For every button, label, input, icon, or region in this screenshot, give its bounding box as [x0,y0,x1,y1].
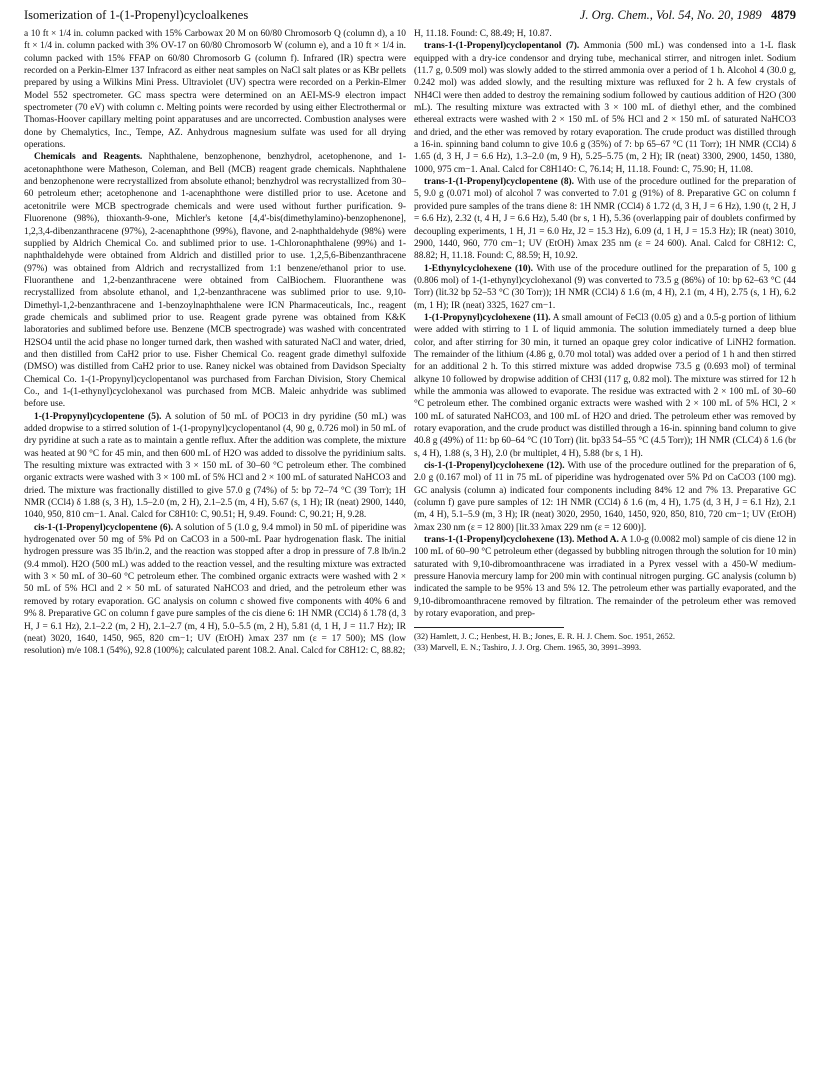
paragraph-text: With use of the procedure outlined for the preparation of 5, 100 g (0.806 mol) of 1-(1-ethynyl)cyclohexanol (9) was converted to 73.5 g (86%) of 10: bp 62–63 °C (44 Torr) (lit.32 bp 52–53 °C (30 Torr)); 1H NMR (CCl4) δ 1.6 (m, 4 H), 2.1 (m, 4 H), 2.75 (s, 1 H), 6.2 (m, 1 H); IR (neat) 3325, 1627 cm−1. [414,263,796,311]
paragraph [414,534,796,620]
paragraph [414,28,796,40]
paragraph [24,522,406,658]
page-number: 4879 [771,8,796,22]
paragraph-text: A small amount of FeCl3 (0.05 g) and a 0.5-g portion of lithium were added with stirring to 1 L of liquid ammonia. The solution immediately turned a deep blue color, and after stirring for 30 min, it turned an opaque grey color indicative of LiNH2 formation. The remainder of the lithium (4.86 g, 0.70 mol total) was added over a period of 1 h and then stirred for an additional 2 h. To this stirred mixture was added dropwise 73.5 g (0.693 mol) of terminal alkyne 10 followed by dropwise addition of CH3I (117 g, 0.82 mol). The mixture was stirred for 12 h while the ammonia was allowed to evaporate. The residue was extracted with 2 × 100 mL of 30–60 °C petroleum ether. The combined organic extracts were washed with 2 × 100 mL of 5% HCl, 2 × 100 mL of saturated NaHCO3, and 100 mL of H2O and dried. The petroleum ether was removed by rotary evaporation, and the crude product was distilled through a 16-in. spinning band column to give 40.8 g (49%) of 11: bp 60–64 °C (10 Torr) (lit. bp33 54–55 °C (4.5 Torr)); 1H NMR (CLC4) δ 1.6 (br s, 4 H), 1.88 (s, 3 H), 2.0 (br multiplet, 4 H), 5.88 (br s, 1 H). [414,312,796,459]
paragraph-heading: trans-1-(1-Propenyl)cyclopentene (8). [424,177,575,188]
paragraph-text: A solution of 50 mL of POCl3 in dry pyridine (50 mL) was added dropwise to a stirred solution of 1-(1-propynyl)cyclopentanol (4, 90 g, 0.726 mol) in 50 mL of dry pyridine at such a rate as to maintain a gentle reflux. After the addition was complete, the mixture was heated at 90 °C for 45 min, and then 600 mL of H2O was added to dissolve the pyridinium salts. The resulting mixture was extracted with 3 × 150 mL of 30–60 °C petroleum ether. The combined organic extracts were washed with 3 × 100 mL of 5% HCl and 2 × 100 mL of saturated NaHCO3 and dried. The mixture was fractionally distilled to give 57.0 g (74%) of 5: bp 72–74 °C (39 Torr); 1H NMR (CCl4) δ 1.88 (s, 3 H), 1.5–2.0 (m, 2 H), 2.1–2.5 (m, 4 H), 5.67 (s, 1 H); IR (neat) 2900, 1440, 1040, 950, 810 cm−1. Anal. Calcd for C8H10: C, 90.51; H, 9.49. Found: C, 90.21; H, 9.28. [24,411,406,521]
reference-item: (32) Hamlett, J. C.; Henbest, H. B.; Jones, E. R. H. J. Chem. Soc. 1951, 2652. [414,631,676,641]
reference-item: (33) Marvell, E. N.; Tashiro, J. J. Org. Chem. 1965, 30, 3991–3993. [414,642,642,652]
running-title: Isomerization of 1-(1-Propenyl)cycloalkenes [24,8,249,22]
paragraph [414,176,796,262]
references [414,631,796,653]
paragraph-text: With use of the procedure outlined for the preparation of 5, 9.0 g (0.071 mol) of alcohol 7 was converted to 7.01 g (91%) of 8. Preparative GC on column f provided pure samples of the trans diene 8: 1H NMR (CCl4) δ 1.72 (d, 3 H, J = 6 Hz), 1.90 (t, 2 H, J = 6.6 Hz), 2.32 (t, 4 H, J = 6.6 Hz), 5.40 (br s, 1 H), 5.36 (overlapping pair of doublets confirmed by decoupling experiments, 1 H, J1 = 6.0 Hz, J2 = 15.3 Hz), 6.09 (d, 1 H, J = 15.3 Hz); IR (neat) 3010, 2900, 1440, 960, 770 cm−1; UV (EtOH) λmax 235 nm (ε = 24 600). Anal. Calcd for C8H12: C, 88.82; H, 11.18. Found: C, 88.59; H, 10.92. [414,177,796,262]
paragraph-text: H, 11.18. Found: C, 88.49; H, 10.87. [414,29,552,39]
page-header [24,8,796,26]
paragraph-text: With use of the procedure outlined for the preparation of 6, 2.0 g (0.167 mol) of 11 in 75 mL of piperidine was hydrogenated over 5% Pd on CaCO3 (100 mg). GC analysis (column a) indicated four components including 84% 12 and 7% 13. Preparative GC (column f) gave pure samples of 12: 1H NMR (CCl4) δ 1.6 (m, 4 H), 1.75 (d, 3 H, J = 6.1 Hz), 2.1 (m, 4 H), 5.1–5.9 (m, 3 H); IR (neat) 3020, 2950, 1640, 1450, 920, 850, 810, 720 cm−1; UV (EtOH) λmax 230 nm (ε = 12 800) [lit.33 λmax 229 nm (ε = 12 600)]. [414,461,796,533]
paragraph-text: A 1.0-g (0.0082 mol) sample of cis diene 12 in 100 mL of 60–90 °C petroleum ether (degassed by bubbling nitrogen through the solution for 10 min) saturated with 9,10-dibromoanthracene was irradiated in a Pyrex vessel with a 450-W medium-pressure Hanovia mercury lamp for 200 min with continual nitrogen purging. GC analysis (column b) indicated the sample to be 95% 13 and 5% 12. The petroleum ether was partially evaporated, and the 9,10-dibromoanthracene removed by filtration. The remainder of the petroleum ether was removed by rotary evaporation, and prep- [414,535,797,620]
paragraph [24,28,406,151]
paragraph-text: A solution of 5 (1.0 g, 9.4 mmol) in 50 mL of piperidine was hydrogenated over 50 mg of 5% Pd on CaCO3 in a 500-mL Paar hydrogenation flask. The initial hydrogen pressure was 35 lb/in.2, and the reaction was stopped after a drop in pressure of 7.8 lb/in.2 (9.4 mmol). H2O (500 mL) was added to the reaction vessel, and the resulting mixture was extracted with 3 × 50 mL of 30–60 °C petroleum ether. The combined organic extracts were washed with 2 × 50 mL of 5% HCl and 2 × 50 mL of saturated NaHCO3 and dried, and the petroleum ether was removed by rotary evaporation. GC analysis on column c showed five components with 40% 6 and 9% 8. Preparative GC on column f gave pure samples of the cis diene 6: 1H NMR (CCl4) δ 1.78 (d, 3 H, J = 6.1 Hz), 2.1–2.2 (m, 2 H), 2.1–2.7 (m, 4 H), 5.0–5.5 (m, 2 H), 5.81 (d, 1 H, J = 11.7 Hz); IR (neat) 3020, 1640, 1450, 965, 820 cm−1; UV (EtOH) λmax 237 nm (ε = 17 500); MS (low resolution) m/e 108.1 (54%), 92.8 (100%); calculated parent 108.2. Anal. Calcd for C8H12: C, 88.82; [24,522,406,657]
left-column [24,28,406,658]
paragraph-text: Naphthalene, benzophenone, benzhydrol, acetophenone, and 1-acetonaphthone were Matheson, Coleman, and Bell (MCB) reagent grade chemicals. Naphthalene and benzophenone were recrystallized from absolute ethanol; benzhydrol was recrystallized from 30–60 petroleum ether; acetophenone and 1-acenaphthone were distilled prior to use. Acetone and acetonitrile were MCB spectrograde chemicals and were used without further purification. 9-Fluorenone (98%), thioxanth-9-one, Michler's ketone [4,4'-bis(dimethylamino)-benzophenone], 1,2,3,4-dibenzanthracene (97%), 2-acenaphthone (99%), flavone, and 2-naphthaldehyde (98%) were supplied by Aldrich Chemical Co. and sublimed prior to use. 1-Chloronaphthalene (99%) and 1-naphthaldehyde were obtained from Aldrich and distilled prior to use. 1,2,5,6-Bibenzanthracene (97%) was obtained from Aldrich and recrystallized from 1:1 benzene/ethanol prior to use. Fluoranthene and 1,2-benzanthracene were obtained from CalBiochem. Fluoranthene was recrystallized from absolute ethanol, and 1,2-benzanthracene was sublimed prior to use. 9,10-Dimethyl-1,2-benzanthracene and 1-benzoylnaphthalene were ICN Pharmaceuticals, Inc., reagent grade chemicals and sublimed prior to use. Reagent grade pyrene was obtained from K&K laboratories and sublimed before use. Benzene (MCB spectrograde) was washed with concentrated H2SO4 until the acid phase no longer turned dark, then washed with saturated NaCl and water, dried, and then distilled from CaH2 prior to use. Fisher Chemical Co. reagent grade dimethyl sulfoxide (DMSO) was distilled from CaH2 prior to use. Raney nickel was obtained from Davidson Specialty Chemical Co. 1-(1-Propynyl)cyclopentanol was purchased from Farchan Division, Story Chemical Co., and 1-(1-ethynyl)cyclohexanol was purchased from MCB. Maleic anhydride was sublimed before use. [24,152,407,410]
paragraph [414,460,796,534]
paragraph-heading: 1-(1-Propynyl)cyclopentene (5). [34,411,162,422]
paragraph-heading: cis-1-(1-Propenyl)cyclohexene (12). [424,461,565,472]
paragraph-heading: trans-1-(1-Propenyl)cyclopentanol (7). [424,41,580,52]
paragraph [414,312,796,460]
paragraph-text: Ammonia (500 mL) was condensed into a 1-L flask equipped with a dry-ice condensor and drying tube, mechanical stirrer, and nitrogen inlet. Sodium (11.7 g, 0.509 mol) was slowly added to the stirred ammonia over a period of 1 h. Alcohol 4 (30.0 g, 0.242 mol) was added slowly, and the resulting mixture was refluxed for 2 h. A few crystals of NH4Cl were then added to destroy the remaining sodium followed by cautious addition of H2O (300 mL). The resulting mixture was extracted with 3 × 100 mL of diethyl ether, and the combined ethereal extracts were washed with 2 × 150 mL of 5% HCl and 2 × 150 mL of saturated NaHCO3 and dried, and the ether was removed by rotary evaporation. The crude product was distilled through a 16-in. spinning band column to give 10.6 g (35%) of 7: bp 65–67 °C (11 Torr); 1H NMR (CCl4) δ 1.65 (d, 3 H, J = 6.6 Hz), 1.3–2.0 (m, 9 H), 5.25–5.75 (m, 2 H); IR (neat) 3300, 2900, 1450, 1380, 1000, 975 cm−1. Anal. Calcd for C8H14O: C, 76.14; H, 11.18. Found: C, 75.90; H, 11.08. [414,41,796,175]
paragraph-heading: Chemicals and Reagents. [34,152,143,163]
paragraph [414,40,796,176]
paragraph [414,263,796,312]
right-column-body [414,28,796,621]
paragraph [24,151,406,410]
paragraph-heading: trans-1-(1-Propenyl)cyclohexene (13). Method A. [424,535,619,546]
paragraph-text: a 10 ft × 1/4 in. column packed with 15% Carbowax 20 M on 60/80 Chromosorb Q (column d), a 10 ft × 1/4 in. column packed with 3% OV-17 on 60/80 Chromosorb W (column e), and a 10 ft × 1/4 in. column packed with 15% FFAP on 60/80 Chromosorb G (column f). Infrared (IR) spectra were recorded on a Perkin-Elmer 137 Infracord as either neat samples on NaCl salt plates or as KBr pellets prepared by using a Wilkins Mini Press. Ultraviolet (UV) spectra were recorded on a Perkin-Elmer Model 552 spectrometer. GC mass spectra were determined on an AEI-MS-9 electron impact spectrometer (70 eV) with column c. Melting points were recorded by using either Electrothermal or Thomas-Hoover capillary melting point apparatuses and are uncorrected. Combustion analyses were done by Chemalytics, Inc., Tempe, AZ. Anhydrous magnesium sulfate was used for all drying operations. [24,29,406,151]
journal-citation [580,8,796,26]
paragraph-heading: 1-(1-Propynyl)cyclohexene (11). [424,312,551,323]
paragraph-heading: 1-Ethynylcyclohexene (10). [424,263,534,274]
paragraph [24,411,406,522]
right-column [414,28,796,653]
journal-name: J. Org. Chem., Vol. 54, No. 20, 1989 [579,8,762,22]
paragraph-heading: cis-1-(1-Propenyl)cyclopentene (6). [34,522,174,533]
